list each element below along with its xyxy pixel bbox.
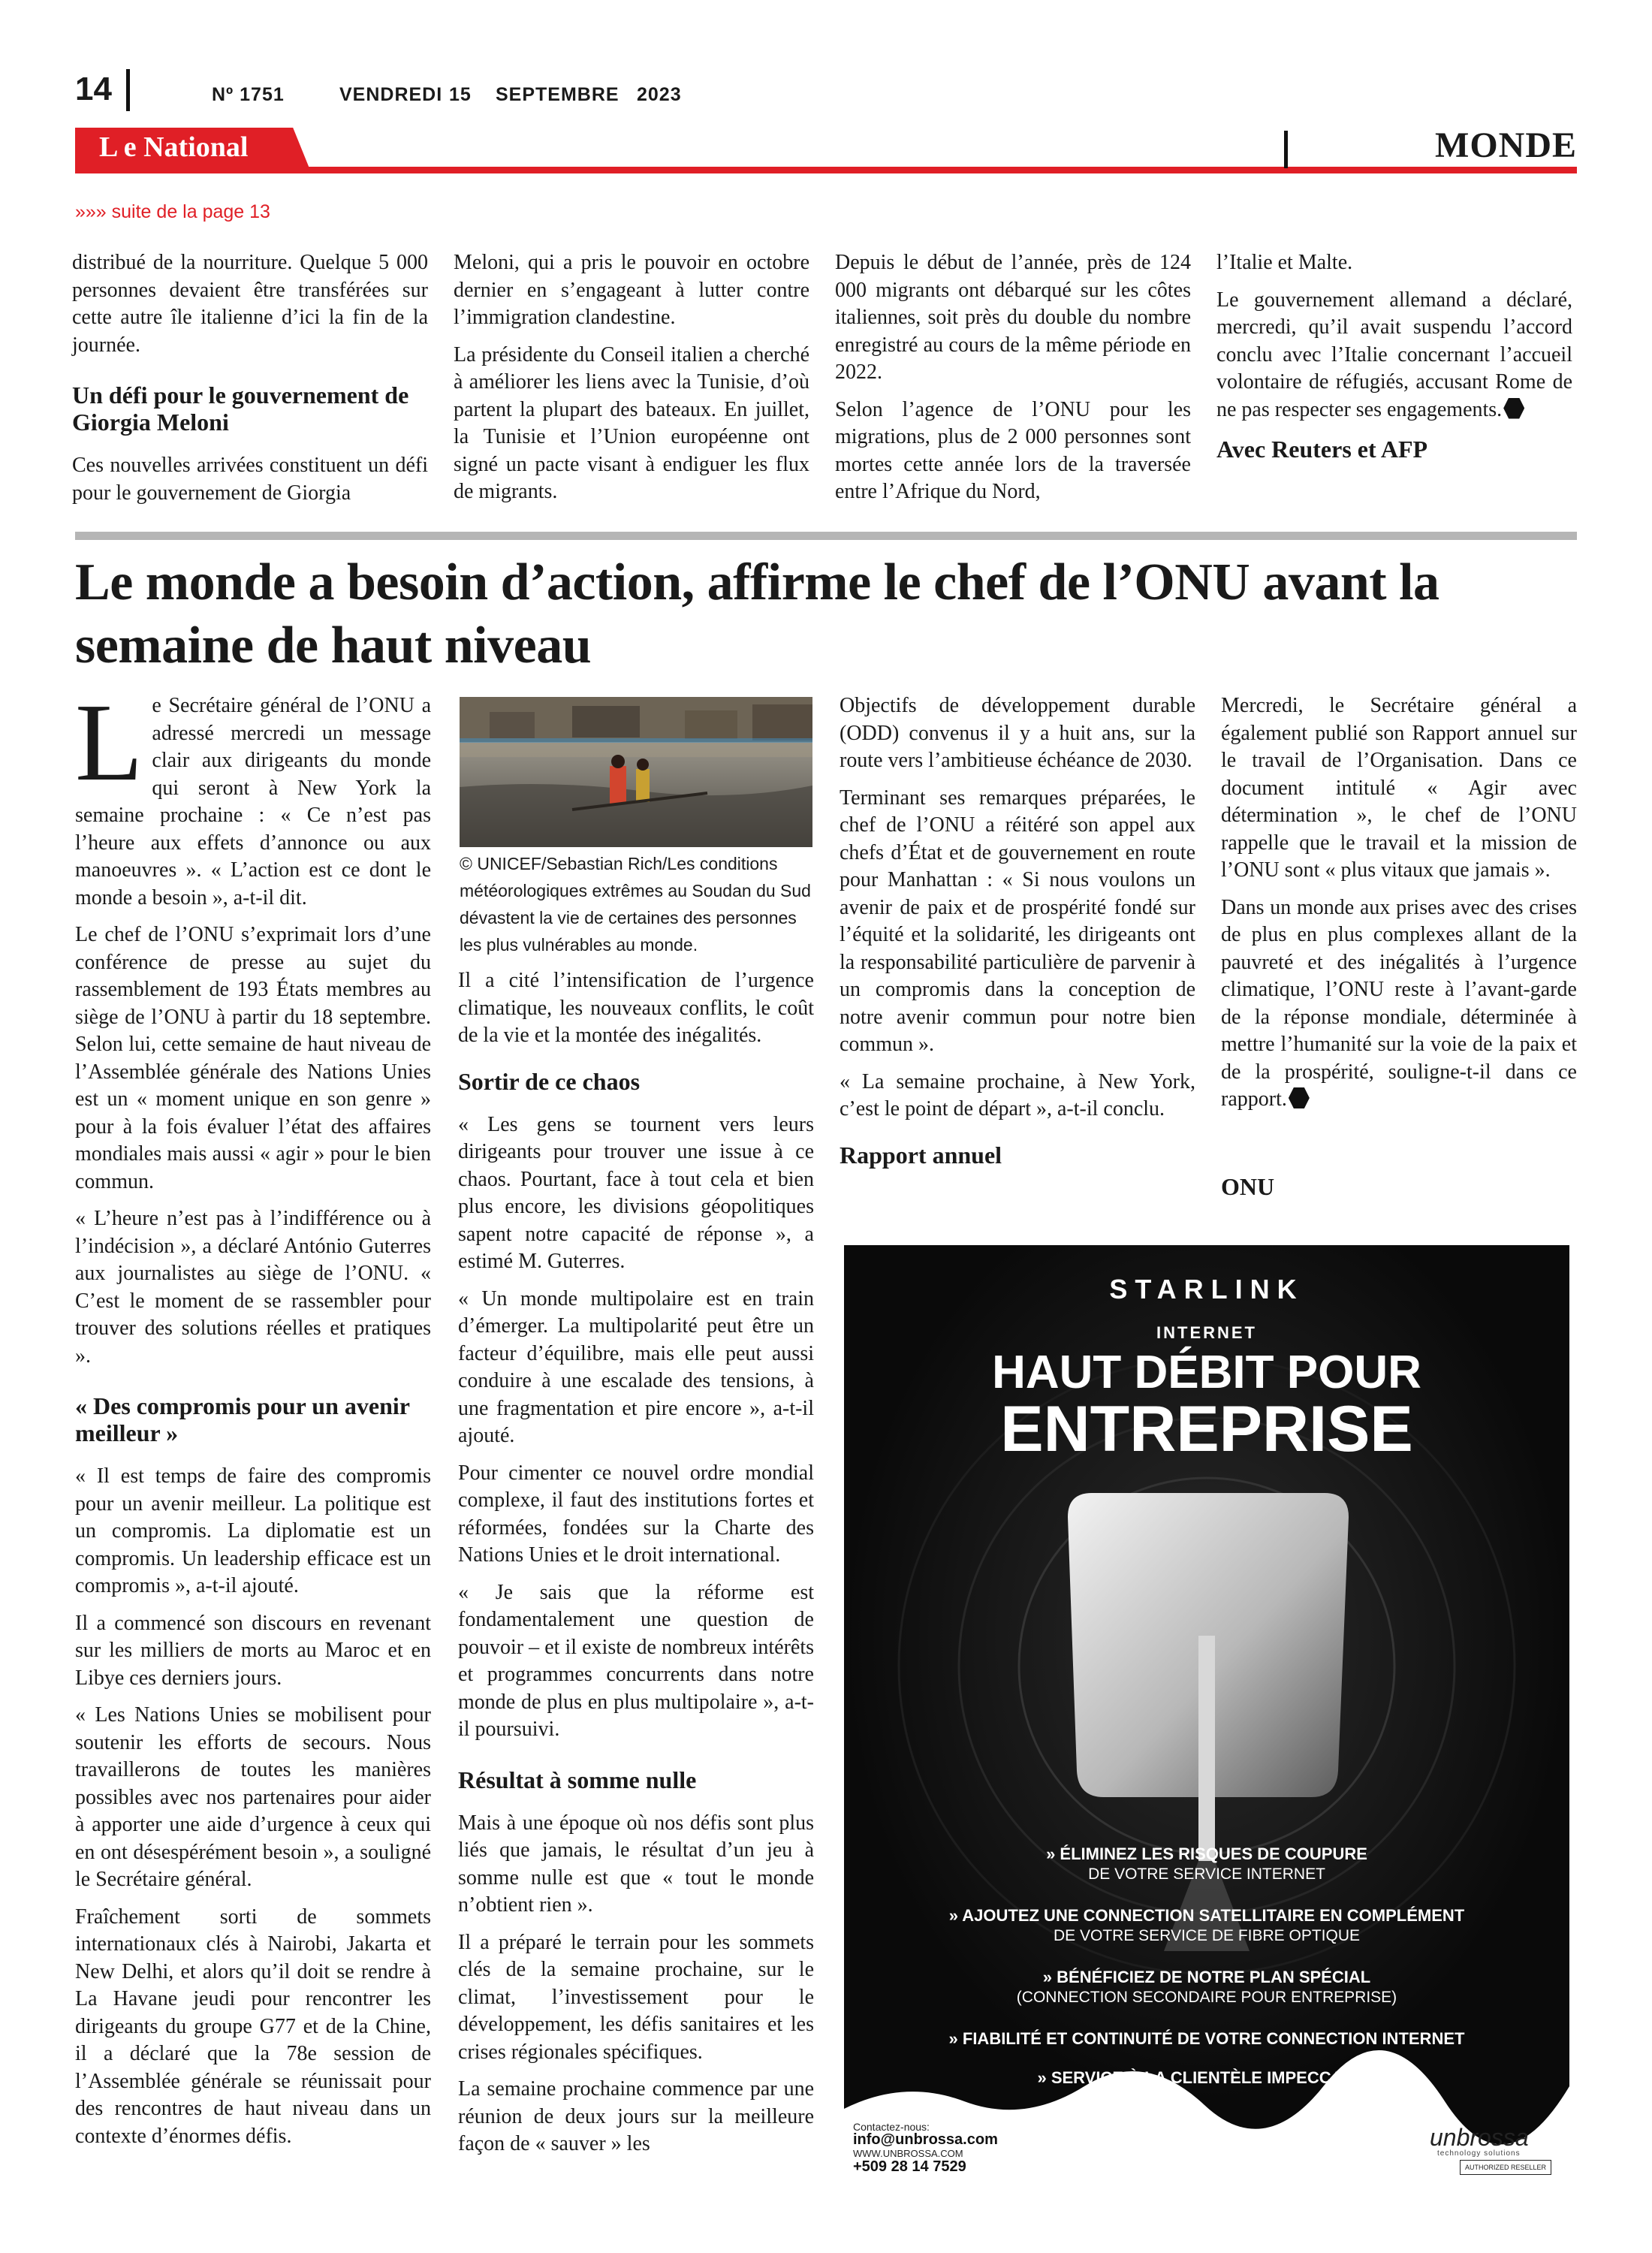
- ad-bullet-1: » ÉLIMINEZ LES RISQUES DE COUPURE: [1046, 1844, 1367, 1863]
- article-column-2: [458, 967, 814, 2168]
- page-number-divider: [126, 69, 130, 111]
- paragraph-text: Le gouvernement allemand a déclaré, mercredi, qu’il avait suspendu l’accord conclu avec l’Italie concernant l’accueil volontaire de réfugiés, accusant Rome de ne pas respecter ses engagements.: [1216, 288, 1572, 421]
- news-photo: [460, 697, 812, 847]
- ad-bullet-3-detail: (CONNECTION SECONDAIRE POUR ENTREPRISE): [1016, 1989, 1397, 2006]
- lead-paragraph: [75, 681, 431, 912]
- continued-from-label: »»» suite de la page 13: [75, 201, 270, 222]
- ad-phone[interactable]: +509 28 14 7529: [853, 2158, 966, 2175]
- subheading: Résultat à somme nulle: [458, 1766, 697, 1793]
- issue-number: Nº 1751: [212, 84, 285, 105]
- masthead-rule: [75, 167, 1577, 173]
- paragraph: Meloni, qui a pris le pouvoir en octobre dernier en s’engageant à lutter contre l’immigration clandestine.: [454, 251, 809, 329]
- paragraph: distribué de la nourriture. Quelque 5 000 personnes devaient être transférées sur cette autre île italienne d’ici la fin de la journée.: [72, 251, 428, 357]
- ad-headline-line2: ENTREPRISE: [1000, 1393, 1413, 1465]
- ad-kicker: INTERNET: [1156, 1323, 1257, 1342]
- drop-cap: L: [75, 681, 143, 804]
- subheading: Rapport annuel: [840, 1141, 1002, 1169]
- ad-bullet-3: » BÉNÉFICIEZ DE NOTRE PLAN SPÉCIAL: [1042, 1968, 1371, 1986]
- paragraph-text: Dans un monde aux prises avec des crises de plus en plus complexes allant de la pauvreté et des inégalités à l’urgence climatique, l’ONU reste à l’avant-garde de la réponse mondiale, déterminée à mettre l’humanité sur la voie de la paix et de la prospérité, souligne-t-il dans ce rapport.: [1221, 895, 1577, 1111]
- paragraph-text: e Secrétaire général de l’ONU a adressé mercredi un message clair aux dirigeants du monde qui seront à New York la semaine prochaine : « Ce n’est pas l’heure aux effets d’annonce ou aux manoeuvres ». « L’action est ce dont le monde a besoin », a-t-il dit.: [75, 694, 431, 909]
- page-number: 14: [75, 71, 112, 107]
- end-of-article-icon: [1289, 1087, 1310, 1108]
- paragraph: Depuis le début de l’année, près de 124 000 migrants ont débarqué sur les côtes italiennes, soit près du double du nombre enregistré au cours de la même période en 2022.: [835, 251, 1191, 384]
- unbrossa-tagline: technology solutions: [1437, 2149, 1521, 2158]
- paragraph: Il a commencé son discours en revenant sur les milliers de morts au Maroc et en Libye ces derniers jours.: [75, 1611, 431, 1690]
- article-signature: ONU: [1221, 1173, 1275, 1200]
- paragraph: Le chef de l’ONU s’exprimait lors d’une conférence de presse au sujet du rassemblement de 193 États membres au siège de l’ONU à partir du 18 septembre. Selon lui, cette semaine de haut niveau de l’Assemblée générale des Nations Unies est un « moment unique en son genre » pour à la fois évaluer l’état des affaires mondiales mais aussi « agir » pour le bien commun.: [75, 923, 431, 1193]
- issue-date: 15: [449, 84, 472, 105]
- ad-bullet-4: » FIABILITÉ ET CONTINUITÉ DE VOTRE CONNECTION INTERNET: [948, 2029, 1465, 2048]
- subheading: Sortir de ce chaos: [458, 1067, 641, 1095]
- authorized-reseller-badge: AUTHORIZED RESELLER: [1460, 2160, 1551, 2175]
- article-column-1: [75, 681, 431, 2160]
- paragraph: « L’heure n’est pas à l’indifférence ou à l’indécision », a déclaré António Guterres aux journalistes au siège de l’ONU. « C’est le moment de se rassembler pour trouver des solutions réelles et pratiques ».: [75, 1207, 431, 1368]
- paragraph: « Un monde multipolaire est en train d’émerger. La multipolarité peut être un facteur d’équilibre, mais elle peut aussi conduire à une escalade des tensions, à une fragmentation et pire encore », a-t-il ajouté.: [458, 1286, 814, 1447]
- paragraph: Il a cité l’intensification de l’urgence climatique, les nouveaux conflits, le coût de la vie et la montée des inégalités.: [458, 969, 814, 1047]
- ad-website[interactable]: WWW.UNBROSSA.COM: [853, 2148, 963, 2159]
- paragraph: Pour cimenter ce nouvel ordre mondial complexe, il faut des institutions fortes et réformées, fondées sur la Charte des Nations Unies et le droit international.: [458, 1461, 814, 1567]
- paragraph: La semaine prochaine commence par une réunion de deux jours sur la meilleure façon de « sauver » les: [458, 2077, 814, 2155]
- article-divider: [75, 532, 1577, 540]
- paragraph: Selon l’agence de l’ONU pour les migrations, plus de 2 000 personnes sont mortes cette année lors de la traversée entre l’Afrique du Nord,: [835, 397, 1191, 503]
- ad-brand: STARLINK: [1109, 1274, 1304, 1304]
- starlink-advertisement[interactable]: [844, 1245, 1569, 2178]
- ad-bullet-2-detail: DE VOTRE SERVICE DE FIBRE OPTIQUE: [1053, 1927, 1361, 1944]
- issue-day: VENDREDI: [339, 84, 443, 105]
- paragraph: Mercredi, le Secrétaire général a également publié son Rapport annuel sur le travail de l’Organisation. Dans ce document intitulé « Agir avec détermination », le chef de l’ONU rappelle que le travail et la mission de l’ONU sont « plus vitaux que jamais ».: [1221, 694, 1577, 882]
- paragraph: « Il est temps de faire des compromis pour un avenir meilleur. La politique est un compromis. La diplomatie est un compromis. Un leadership efficace est un compromis », a-t-il ajouté.: [75, 1464, 431, 1597]
- paragraph: La présidente du Conseil italien a cherché à améliorer les liens avec la Tunisie, d’où partent la plupart des bateaux. En juillet, la Tunisie et l’Union européenne ont signé un pacte visant à endiguer les flux de migrants.: [454, 342, 809, 503]
- paragraph: Mais à une époque où nos défis sont plus liés que jamais, le résultat d’un jeu à somme nulle est que « tout le monde n’obtient rien ».: [458, 1811, 814, 1917]
- prev-article-column-3: [835, 249, 1191, 516]
- paragraph: [1216, 287, 1572, 424]
- prev-article-column-4: [1216, 249, 1572, 463]
- section-title: MONDE: [1435, 125, 1577, 165]
- paragraph: Il a préparé le terrain pour les sommets clés de la semaine prochaine, sur le climat, l’investissement pour le développement, les défis sanitaires et les crises régionales spécifiques.: [458, 1930, 814, 2064]
- flood-scene-illustration: [460, 697, 812, 847]
- subheading: Un défi pour le gouvernement de Giorgia Meloni: [72, 382, 409, 436]
- article-column-4: [1221, 692, 1577, 1200]
- subheading: « Des compromis pour un avenir meilleur »: [75, 1392, 410, 1446]
- article-column-3: [840, 692, 1195, 1185]
- paragraph: Ces nouvelles arrivées constituent un défi pour le gouvernement de Giorgia: [72, 454, 428, 505]
- paragraph: Objectifs de développement durable (ODD) convenus il y a huit ans, sur la route vers l’ambitieuse échéance de 2030.: [840, 694, 1195, 772]
- prev-article-column-1: [72, 249, 428, 517]
- ad-bullet-5: » SERVICE À LA CLIENTÈLE IMPECCABLE: [1037, 2068, 1376, 2087]
- issue-year: 2023: [637, 84, 682, 105]
- ad-headline-line1: HAUT DÉBIT POUR: [992, 1347, 1421, 1398]
- unbrossa-logo: unbrossa: [1430, 2124, 1529, 2151]
- paper-name: L e National: [99, 131, 249, 163]
- ad-bullet-1-detail: DE VOTRE SERVICE INTERNET: [1088, 1865, 1325, 1883]
- paragraph: « Les gens se tournent vers leurs dirigeants pour trouver une issue à ce chaos. Pourtant, face à tout cela et bien plus encore, les divisions géopolitiques sapent notre capacité de réponse », a estimé M. Guterres.: [458, 1112, 814, 1273]
- end-of-article-icon: [1503, 398, 1524, 419]
- paragraph: « Je sais que la réforme est fondamentalement une question de pouvoir – et il existe de nombreux intérêts et programmes concurrents dans notre monde de plus en plus multipolaire », a-t-il poursuivi.: [458, 1580, 814, 1741]
- issue-month: SEPTEMBRE: [496, 84, 620, 105]
- prev-article-column-2: [454, 249, 809, 516]
- paragraph: [1221, 894, 1577, 1114]
- section-divider: [1284, 131, 1288, 168]
- photo-caption: © UNICEF/Sebastian Rich/Les conditions météorologiques extrêmes au Soudan du Sud dévastent la vie de certaines des personnes les plus vulnérables au monde.: [460, 854, 811, 955]
- ad-bullet-2: » AJOUTEZ UNE CONNECTION SATELLITAIRE EN COMPLÉMENT: [948, 1906, 1465, 1925]
- paragraph: l’Italie et Malte.: [1216, 251, 1353, 274]
- paragraph: Fraîchement sorti de sommets internationaux clés à Nairobi, Jakarta et New Delhi, et alors qu’il doit se rendre à La Havane jeudi pour rencontrer les dirigeants du groupe G77 et de la Chine, il a déclaré que la 78e session de l’Assemblée générale se réunissait pour des rencontres de haut niveau dans un contexte d’énormes défis.: [75, 1905, 431, 2148]
- article-signature: Avec Reuters et AFP: [1216, 436, 1428, 463]
- paragraph: Terminant ses remarques préparées, le chef de l’ONU a réitéré son appel aux chefs d’État et de gouvernement en route pour Manhattan : « Si nous voulons un avenir de paix et de prospérité fondé sur l’équité et la solidarité, les dirigeants ont la responsabilité particulière de parvenir à un compromis dans la conception de notre avenir commun pour notre bien commun ».: [840, 786, 1195, 1056]
- paragraph: « Les Nations Unies se mobilisent pour soutenir les efforts de secours. Nous travaillerons de toutes les manières possibles avec nos partenaires pour aider à apporter une aide d’urgence à ceux qui en ont désespérément besoin », a souligné le Secrétaire général.: [75, 1703, 431, 1891]
- article-headline: Le monde a besoin d’action, affirme le chef de l’ONU avant la semaine de haut niveau: [75, 553, 1439, 674]
- ad-contact-label: Contactez-nous:: [853, 2121, 930, 2133]
- paragraph: « La semaine prochaine, à New York, c’est le point de départ », a-t-il conclu.: [840, 1069, 1195, 1120]
- ad-email[interactable]: info@unbrossa.com: [853, 2131, 998, 2148]
